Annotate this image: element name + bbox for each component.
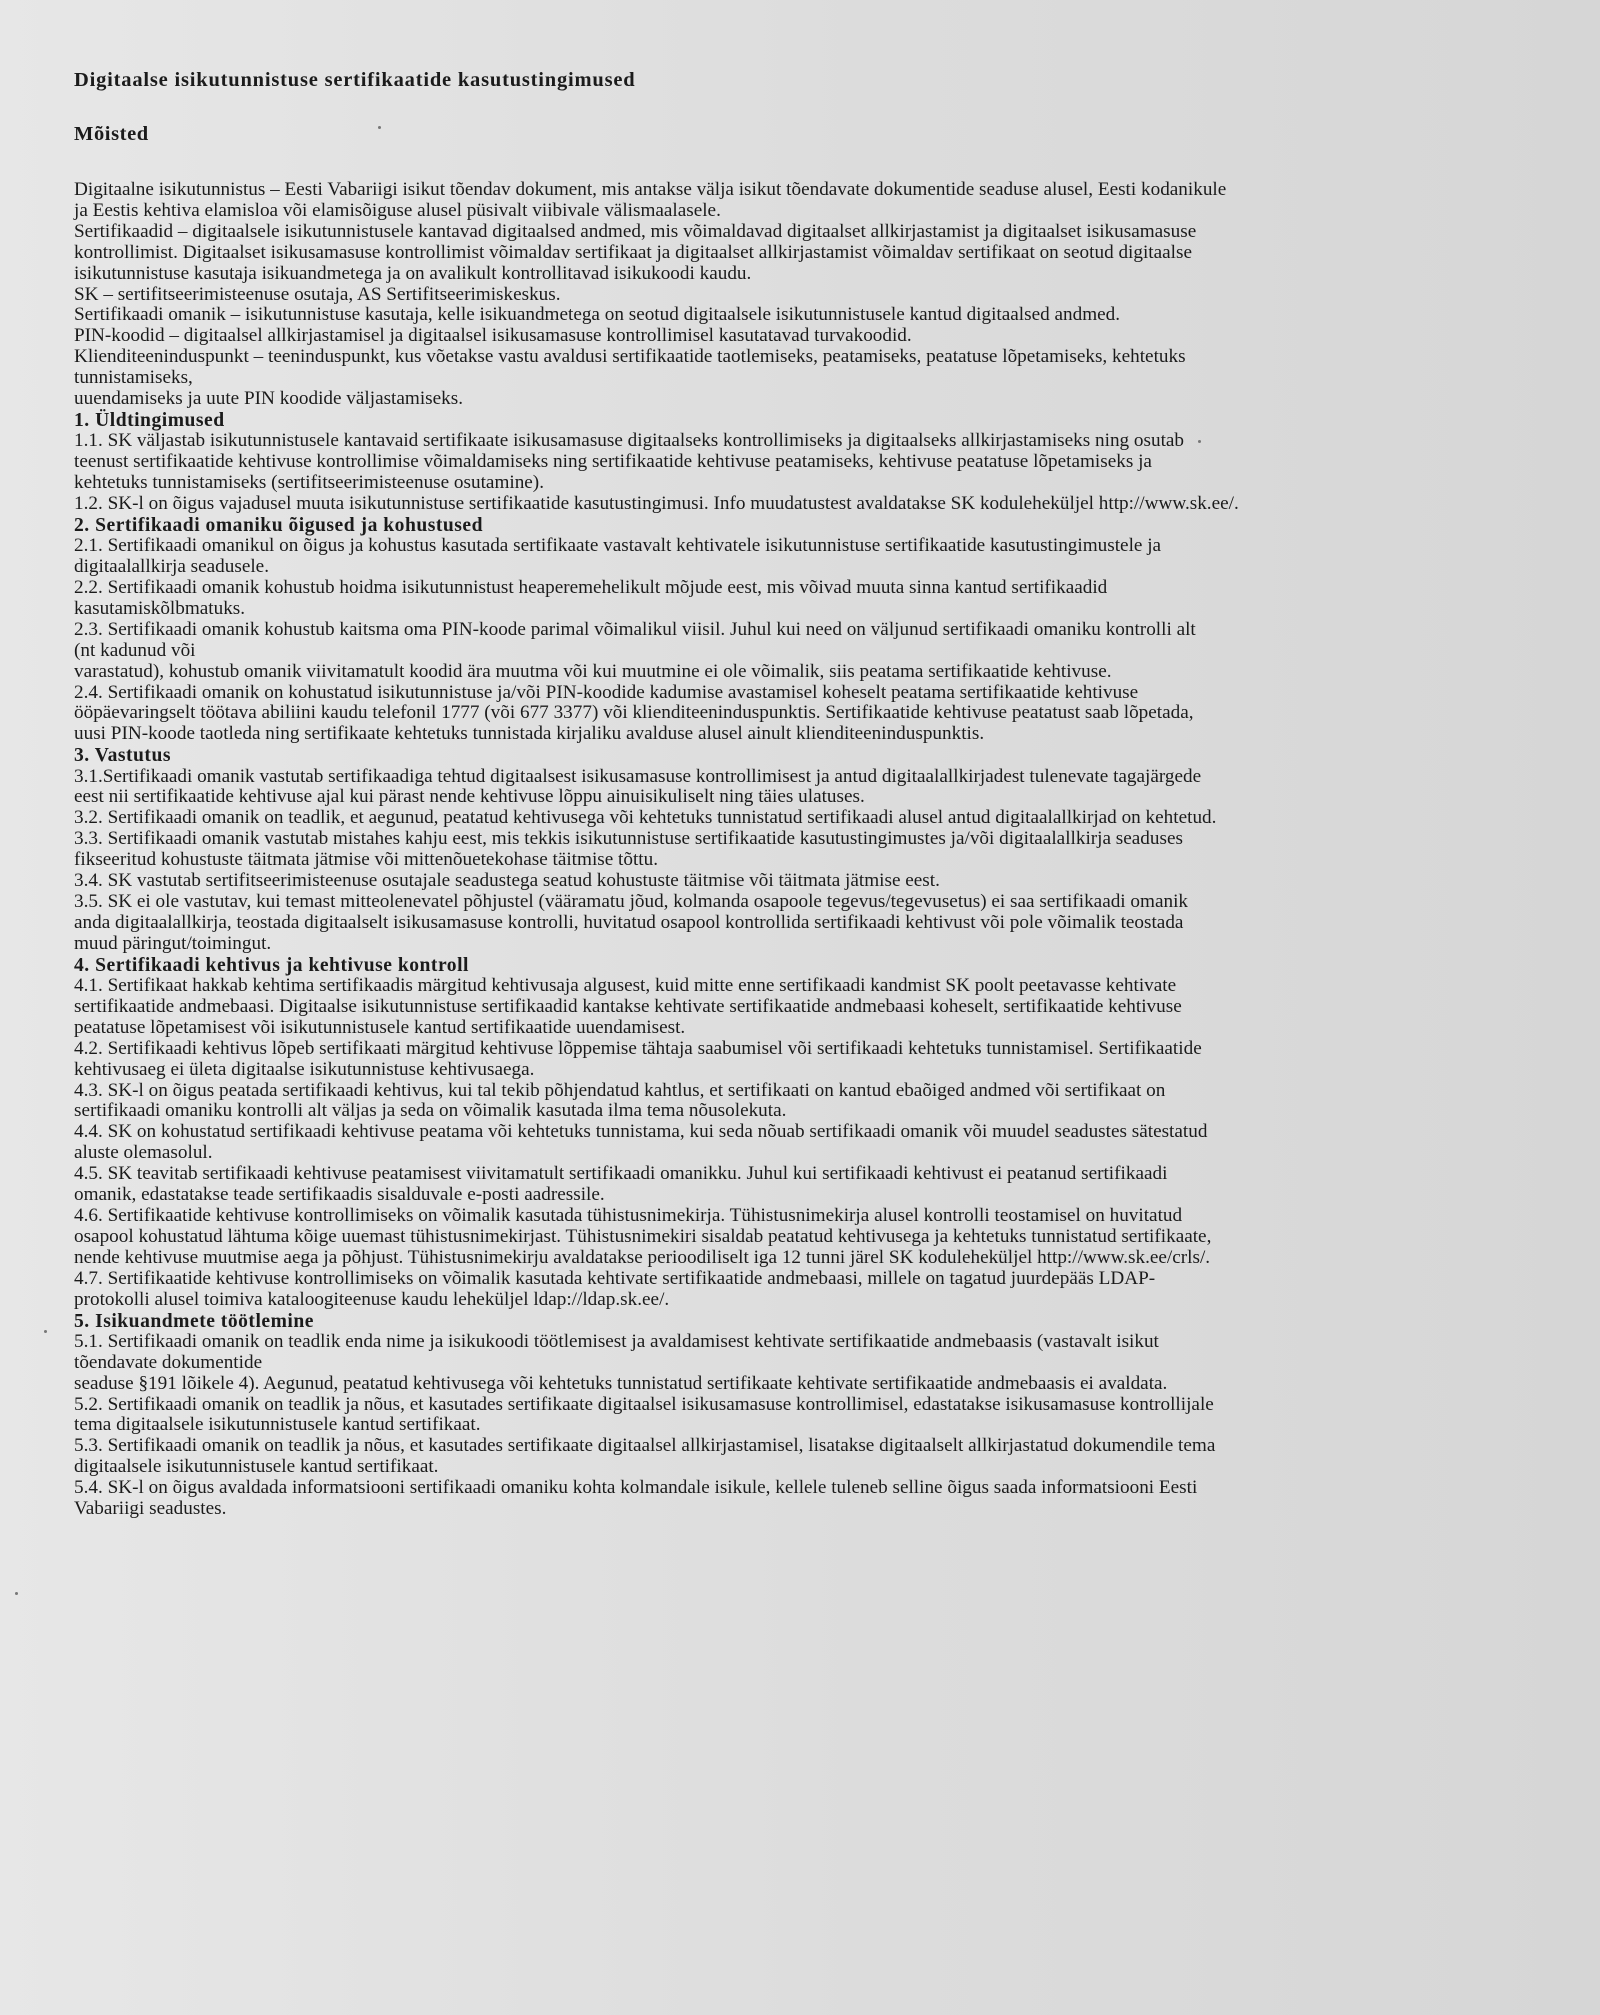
definition-line: kontrollimist. Digitaalset isikusamasuse kontrollimist võimaldav sertifikaat ja digitaalset allkirjastamist võimaldav sertifikaat on seotud digitaalse xyxy=(74,241,1192,263)
clause-line: uusi PIN-koode taotleda ning sertifikaate kehtetuks tunnistada kirjaliku avalduse alusel ainult klienditeeninduspunktis. xyxy=(74,723,985,745)
clause-line: 3.3. Sertifikaadi omanik vastutab mistahes kahju eest, mis tekkis isikutunnistuse sertifikaatide kasutustingimustes ja/või digitaalallkirja seaduses xyxy=(74,828,1183,850)
clause-line: protokolli alusel toimiva kataloogiteenuse kaudu leheküljel ldap://ldap.sk.ee/. xyxy=(74,1288,670,1310)
section-heading: 3. Vastutus xyxy=(74,745,171,767)
clause-line: nende kehtivuse muutmise aega ja põhjust. Tühistusnimekirju avaldatakse perioodiliselt iga 12 tunni järel SK koduleheküljel http://www.sk.ee/crls/. xyxy=(74,1246,1211,1268)
scan-speck xyxy=(44,1330,47,1333)
clause-line: tõendavate dokumentide xyxy=(74,1351,263,1373)
document-title: Digitaalse isikutunnistuse sertifikaatide kasutustingimused xyxy=(74,69,636,91)
clause-line: teenust sertifikaatide kehtivuse kontrollimise võimaldamiseks ning sertifikaatide kehtivuse peatamiseks, kehtivuse peatatuse lõpetamiseks ja xyxy=(74,451,1152,473)
section-heading: 5. Isikuandmete töötlemine xyxy=(74,1310,314,1332)
clause-line: 3.2. Sertifikaadi omanik on teadlik, et aegunud, peatatud kehtivusega või kehtetuks tunnistatud sertifikaadi alusel antud digitaalallkirjad on kehtetud. xyxy=(74,807,1217,829)
definition-line: uuendamiseks ja uute PIN koodide väljastamiseks. xyxy=(74,388,464,410)
sections-block xyxy=(74,410,1554,1520)
document-body xyxy=(74,66,1554,1520)
clause-line: peatatuse lõpetamisest või isikutunnistusele kantud sertifikaatide uuendamisest. xyxy=(74,1016,686,1038)
clause-line: varastatud), kohustub omanik viivitamatult koodid ära muutma või kui muutmine ei ole võimalik, siis peatama sertifikaatide kehtivuse. xyxy=(74,660,1112,682)
section-heading: 2. Sertifikaadi omaniku õigused ja kohustused xyxy=(74,514,484,536)
section-3 xyxy=(74,745,1554,954)
clause-line: 4.3. SK-l on õigus peatada sertifikaadi kehtivus, kui tal tekib põhjendatud kahtlus, et sertifikaati on kantud ebaõiged andmed või sertifikaat on xyxy=(74,1079,1166,1101)
clause-line: 5.2. Sertifikaadi omanik on teadlik ja nõus, et kasutades sertifikaate digitaalsel isikusamasuse kontrollimisel, edastatakse isikusamasuse kontrollijale xyxy=(74,1393,1214,1415)
clause-line: 2.3. Sertifikaadi omanik kohustub kaitsma oma PIN-koode parimal võimalikul viisil. Juhul kui need on väljunud sertifikaadi omaniku kontrolli alt xyxy=(74,618,1196,640)
section-5 xyxy=(74,1311,1554,1520)
clause-line: 1.2. SK-l on õigus vajadusel muuta isikutunnistuse sertifikaatide kasutustingimusi. Info muudatustest avaldatakse SK koduleheküljel http://www.sk.ee/. xyxy=(74,492,1239,514)
definition-line: PIN-koodid – digitaalsel allkirjastamisel ja digitaalsel isikusamasuse kontrollimisel kasutatavad turvakoodid. xyxy=(74,325,912,347)
definition-line: Digitaalne isikutunnistus – Eesti Vabariigi isikut tõendav dokument, mis antakse välja isikut tõendavate dokumentide seaduse alusel, Eesti kodanikule xyxy=(74,179,1227,200)
clause-line: eest nii sertifikaatide kehtivuse ajal kui pärast nende kehtivuse lõppu ainuisikuliselt ning täies ulatuses. xyxy=(74,786,865,808)
clause-line: (nt kadunud või xyxy=(74,639,196,661)
clause-line: 4.1. Sertifikaat hakkab kehtima sertifikaadis märgitud kehtivusaja algusest, kuid mitte enne sertifikaadi kandmist SK poolt peetavasse kehtivate xyxy=(74,975,1177,996)
clause-line: kehtetuks tunnistamiseks (sertifitseerimisteenuse osutamine). xyxy=(74,472,544,494)
clause-line: 5.4. SK-l on õigus avaldada informatsiooni sertifikaadi omaniku kohta kolmandale isikule, kellele tuleneb selline õigus saada informatsiooni Eesti xyxy=(74,1477,1198,1499)
definition-line: Sertifikaadid – digitaalsele isikutunnistusele kantavad digitaalsed andmed, mis võimaldavad digitaalset allkirjastamist ja digitaalset isikusamasuse xyxy=(74,220,1197,242)
section-heading: 1. Üldtingimused xyxy=(74,409,225,431)
clause-line: kehtivusaeg ei ületa digitaalse isikutunnistuse kehtivusaega. xyxy=(74,1058,535,1080)
clause-line: 4.2. Sertifikaadi kehtivus lõpeb sertifikaati märgitud kehtivuse lõppemise tähtaja saabumisel või sertifikaadi kehtetuks tunnistamisel. Sertifikaatide xyxy=(74,1037,1202,1059)
clause-line: anda digitaalallkirja, teostada digitaalselt isikusamasuse kontrolli, huvitatud osapool kontrollida sertifikaadi kehtivust või pole võimalik teostada xyxy=(74,911,1184,933)
clause-line: Vabariigi seadustes. xyxy=(74,1498,227,1520)
section-1 xyxy=(74,410,1554,515)
definition-line: tunnistamiseks, xyxy=(74,367,193,389)
definition-line: Sertifikaadi omanik – isikutunnistuse kasutaja, kelle isikuandmetega on seotud digitaalsele isikutunnistusele kantud digitaalsed andmed. xyxy=(74,304,1121,326)
clause-line: 3.1.Sertifikaadi omanik vastutab sertifikaadiga tehtud digitaalsest isikusamasuse kontrollimisest ja antud digitaalallkirjadest tulenevate tagajärgede xyxy=(74,765,1202,787)
scan-speck xyxy=(15,1592,18,1595)
definition-line: SK – sertifitseerimisteenuse osutaja, AS Sertifitseerimiskeskus. xyxy=(74,283,561,305)
clause-line: digitaalallkirja seadusele. xyxy=(74,556,269,578)
clause-line: aluste olemasolul. xyxy=(74,1142,213,1164)
clause-line: sertifikaatide andmebaasi. Digitaalse isikutunnistuse sertifikaadid kantakse kehtivate sertifikaatide andmebaasi koheselt, sertifikaatide kehtivuse xyxy=(74,995,1182,1017)
clause-line: 4.4. SK on kohustatud sertifikaadi kehtivuse peatama või kehtetuks tunnistama, kui seda nõuab sertifikaadi omanik või muudel seadustes sätestatud xyxy=(74,1121,1208,1143)
section-2 xyxy=(74,515,1554,745)
clause-line: 3.5. SK ei ole vastutav, kui temast mitteolenevatel põhjustel (vääramatu jõud, kolmanda osapoole tegevus/tegevusetus) ei saa sertifikaadi omanik xyxy=(74,890,1188,912)
definitions-heading: Mõisted xyxy=(74,123,149,145)
section-heading: 4. Sertifikaadi kehtivus ja kehtivuse kontroll xyxy=(74,954,469,976)
clause-line: 2.2. Sertifikaadi omanik kohustub hoidma isikutunnistust heaperemehelikult mõjude eest, mis võivad muuta sinna kantud sertifikaadid xyxy=(74,577,1108,598)
clause-line: osapool kohustatud lähtuma kõige uuemast tühistusnimekirjast. Tühistusnimekiri sisaldab peatatud kehtivusega ja kehtetuks tunnistatud sertifikaate, xyxy=(74,1225,1212,1247)
clause-line: fikseeritud kohustuste täitmata jätmise või mittenõuetekohase täitmise tõttu. xyxy=(74,849,659,871)
clause-line: tema digitaalsele isikutunnistusele kantud sertifikaat. xyxy=(74,1414,481,1436)
clause-line: 2.4. Sertifikaadi omanik on kohustatud isikutunnistuse ja/või PIN-koodide kadumise avastamisel koheselt peatama sertifikaatide kehtivuse xyxy=(74,681,1139,703)
clause-line: 4.7. Sertifikaatide kehtivuse kontrollimiseks on võimalik kasutada kehtivate sertifikaatide andmebaasi, millele on tagatud juurdepääs LDAP- xyxy=(74,1267,1156,1289)
definition-line: isikutunnistuse kasutaja isikuandmetega ja on avalikult kontrollitavad isikukoodi kaudu. xyxy=(74,262,752,284)
definition-line: Klienditeeninduspunkt – teeninduspunkt, kus võetakse vastu avaldusi sertifikaatide taotlemiseks, peatamiseks, peatatuse lõpetamiseks, kehtetuks xyxy=(74,346,1186,368)
definitions-block xyxy=(74,180,1554,410)
clause-line: 5.3. Sertifikaadi omanik on teadlik ja nõus, et kasutades sertifikaate digitaalsel allkirjastamisel, lisatakse digitaalselt allkirjastatud dokumendile tema xyxy=(74,1435,1216,1457)
clause-line: muud päringut/toimingut. xyxy=(74,932,272,954)
clause-line: sertifikaadi omaniku kontrolli alt väljas ja seda on võimalik kasutada ilma tema nõusolekuta. xyxy=(74,1100,787,1122)
definition-line: ja Eestis kehtiva elamisloa või elamisõiguse alusel püsivalt viibivale välismaalasele. xyxy=(74,199,721,221)
clause-line: kasutamiskõlbmatuks. xyxy=(74,597,246,619)
section-4 xyxy=(74,955,1554,1311)
clause-line: 4.6. Sertifikaatide kehtivuse kontrollimiseks on võimalik kasutada tühistusnimekirja. Tühistusnimekirja alusel kontrolli teostamisel on huvitatud xyxy=(74,1204,1183,1226)
clause-line: 2.1. Sertifikaadi omanikul on õigus ja kohustus kasutada sertifikaate vastavalt kehtivatele isikutunnistuse sertifikaatide kasutustingimustele ja xyxy=(74,535,1162,557)
clause-line: omanik, edastatakse teade sertifikaadis sisalduvale e-posti aadressile. xyxy=(74,1184,605,1206)
clause-line: 4.5. SK teavitab sertifikaadi kehtivuse peatamisest viivitamatult sertifikaadi omanikku. Juhul kui sertifikaadi kehtivust ei peatanud sertifikaadi xyxy=(74,1163,1168,1185)
clause-line: ööpäevaringselt töötava abiliini kaudu telefonil 1777 (või 677 3377) või klienditeeninduspunktis. Sertifikaatide kehtivuse peatatust saab lõpetada, xyxy=(74,702,1194,724)
clause-line: digitaalsele isikutunnistusele kantud sertifikaat. xyxy=(74,1456,439,1478)
clause-line: 3.4. SK vastutab sertifitseerimisteenuse osutajale seadustega seatud kohustuste täitmise või täitmata jätmise eest. xyxy=(74,870,940,892)
clause-line: 5.1. Sertifikaadi omanik on teadlik enda nime ja isikukoodi töötlemisest ja avaldamisest kehtivate sertifikaatide andmebaasis (vastavalt isikut xyxy=(74,1330,1159,1352)
clause-line: 1.1. SK väljastab isikutunnistusele kantavaid sertifikaate isikusamasuse digitaalseks kontrollimiseks ja digitaalseks allkirjastamiseks ning osutab xyxy=(74,430,1185,452)
clause-line: seaduse §191 lõikele 4). Aegunud, peatatud kehtivusega või kehtetuks tunnistatud sertifikaate kehtivate sertifikaatide andmebaasis ei avaldata. xyxy=(74,1372,1168,1394)
